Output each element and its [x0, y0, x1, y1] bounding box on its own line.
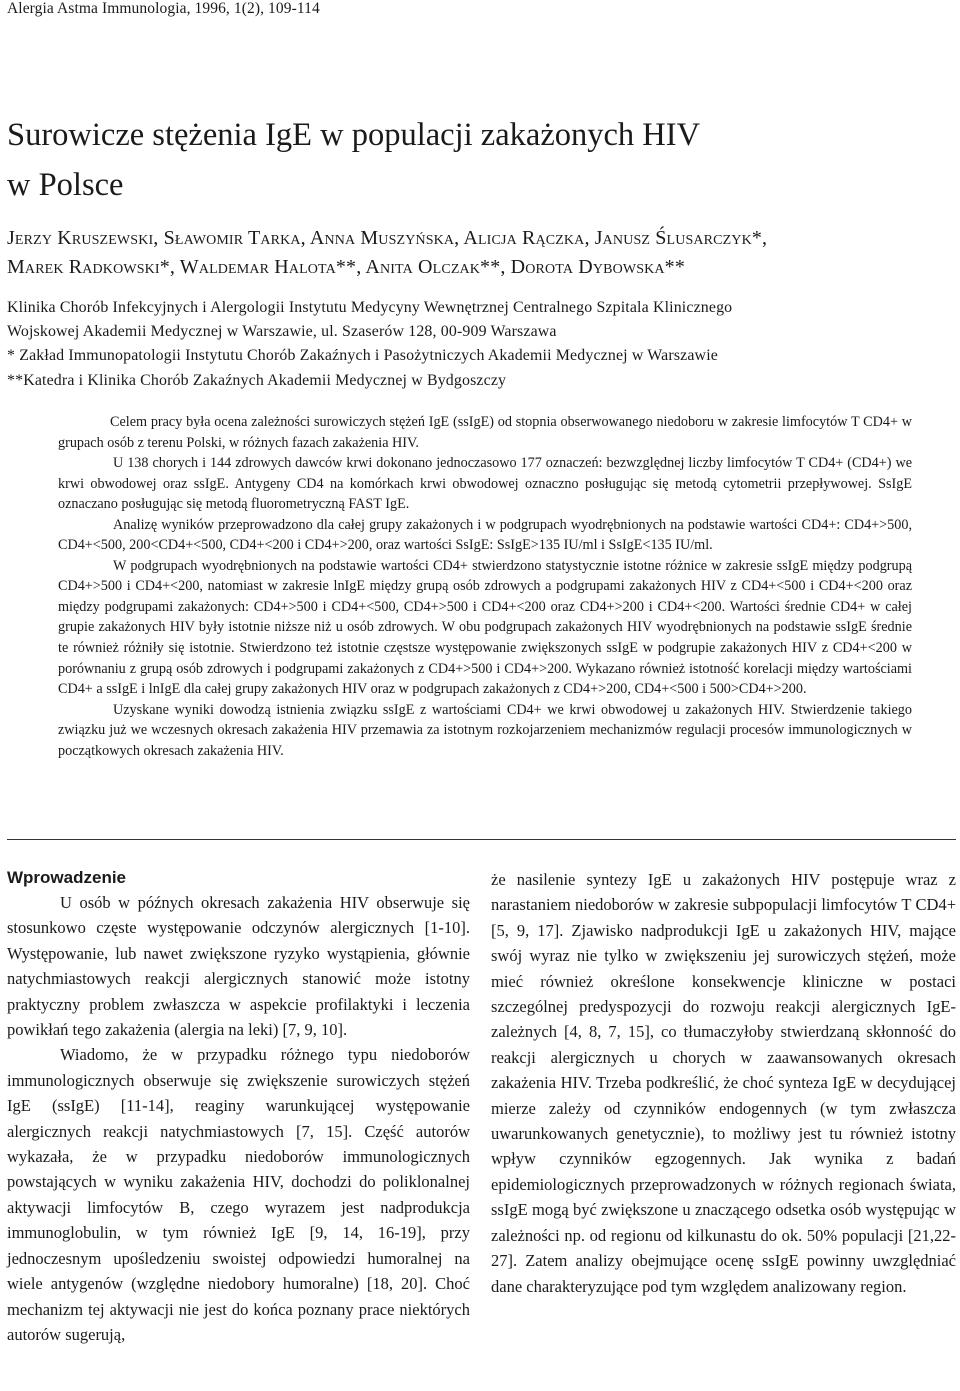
body-paragraph: że nasilenie syntezy IgE u zakażonych HIV postępuje wraz z narastaniem niedoborów w zakresie subpopulacji limfocytów T CD4+ [5, 9, 17]. Zjawisko nadprodukcji IgE u zakażonych HIV, mające swój wyraz nie tylko w zwiększeniu jej surowiczych stężeń, może mieć również określone konsekwencje kliniczne w postaci szczególnej predyspozycji do rozwoju reakcji alergicznych IgE-zależnych [4, 8, 7, 15], co tłumaczyłoby stwierdzaną skłonność do reakcji alergicznych u chorych w zaawansowanych okresach zakażenia HIV. Trzeba podkreślić, że choć synteza IgE w decydującej mierze zależy od czynników endogennych (w tym zwłaszcza uwarunkowanych genetycznie), to możliwy jest tu również istotny wpływ czynników egzogennych. Jak wynika z badań epidemiologicznych przeprowadzonych w różnych regionach świata, ssIgE mogą być zwiększone u znaczącego odsetka osób występując w zależności np. od regionu od kilkunastu do ok. 50% populacji [21,22-27]. Zatem analizy obejmujące ocenę ssIgE powinny uwzględniać dane charakteryzujące pod tym względem analizowany region. — [491, 870, 956, 1296]
body-paragraph: U osób w późnych okresach zakażenia HIV obserwuje się stosunkowo częste występowanie odczynów alergicznych [1-10]. Występowanie, lub nawet zwiększone ryzyko wystąpienia, głównie natychmiastowych reakcji alergicznych stanowić może istotny praktyczny problem zwłaszcza w aspekcie profilaktyki i leczenia powikłań tego zakażenia (alergia na leki) [7, 9, 10]. — [7, 893, 470, 1040]
abstract-paragraph: U 138 chorych i 144 zdrowych dawców krwi dokonano jednoczasowo 177 oznaczeń: bezwzględnej liczby limfocytów T CD4+ (CD4+) we krwi obwodowej oraz ssIgE. Antygeny CD4 na komórkach krwi obwodowej oznaczno posługując się metodą cytometrii przepływowej. SsIgE oznaczano posługując się metodą fluorometryczną FAST IgE. — [58, 455, 912, 513]
section-divider — [7, 839, 956, 840]
affiliation-line: * Zakład Immunopatologii Instytutu Chorób Zakaźnych i Pasożytniczych Akademii Medycznej w Warszawie — [7, 347, 718, 365]
authors-line-2: Marek Radkowski*, Waldemar Halota**, Anita Olczak**, Dorota Dybowska** — [7, 256, 685, 278]
body-paragraph: Wiadomo, że w przypadku różnego typu niedoborów immunologicznych obserwuje się zwiększenie surowiczych stężeń IgE (ssIgE) [11-14], reaginy warunkującej występowanie alergicznych reakcji natychmiastowych [7, 15]. Część autorów wykazała, że w przypadku niedoborów immunologicznych powstających w wyniku zakażenia HIV, dochodzi do poliklonalnej aktywacji limfocytów B, czego wyrazem jest nadprodukcja immunoglobulin, w tym również IgE [9, 14, 16-19], przy jednoczesnym upośledzeniu swoistej odpowiedzi humoralnej na wiele antygenów (względne niedobory humoralne) [18, 20]. Choć mechanizm tej aktywacji nie jest do końca poznany prace niektórych autorów sugerują, — [7, 1045, 470, 1344]
abstract-paragraph: Analizę wyników przeprowadzono dla całej grupy zakażonych i w podgrupach wyodrębnionych na podstawie wartości CD4+: CD4+>500, CD4+<500, 200<CD4+<500, CD4+<200 i CD4+>200, oraz wartości SsIgE: SsIgE>135 IU/ml i SsIgE<135 IU/ml. — [58, 516, 912, 554]
abstract-paragraph: Uzyskane wyniki dowodzą istnienia związku ssIgE z wartościami CD4+ we krwi obwodowej u zakażonych HIV. Stwierdzenie takiego związku już we wczesnych okresach zakażenia HIV przemawia za istotnym rozkojarzeniem mechanizmów regulacji procesów immunologicznych w początkowych okresach zakażenia HIV. — [58, 701, 912, 759]
title-line-2: w Polsce — [7, 167, 124, 203]
affiliation-line: **Katedra i Klinika Chorób Zakaźnych Akademii Medycznej w Bydgoszczy — [7, 371, 507, 389]
body-column-left — [7, 865, 470, 1347]
affiliations — [7, 296, 952, 393]
abstract-paragraph: Celem pracy była ocena zależności surowiczych stężeń IgE (ssIgE) od stopnia obserwowanego niedoboru w zakresie limfocytów T CD4+ w grupach osób z terenu Polski, w różnych fazach zakażenia HIV. — [58, 414, 912, 451]
author-list — [7, 224, 947, 282]
abstract — [58, 412, 912, 761]
title-line-1: Surowicze stężenia IgE w populacji zakażonych HIV — [7, 117, 701, 153]
body-column-right — [491, 867, 956, 1299]
running-head: Alergia Astma Immunologia, 1996, 1(2), 109-114 — [7, 0, 320, 17]
authors-line-1: Jerzy Kruszewski, Sławomir Tarka, Anna Muszyńska, Alicja Rączka, Janusz Ślusarczyk*, — [7, 227, 768, 249]
abstract-paragraph: W podgrupach wyodrębnionych na podstawie wartości CD4+ stwierdzono statystycznie istotne różnice w zakresie ssIgE między podgrupą CD4+>500 i CD4+<200, natomiast w zakresie lnIgE między grupą osób zdrowych a podgrupami zakażonych HIV z CD4+<500 i CD4+<200 oraz między podgrupami zakażonych: CD4+>500 i CD4+<500, CD4+>500 i CD4+<200 oraz CD4+>200 i CD4+<200. Wartości średnie CD4+ w całej grupie zakażonych HIV były istotnie niższe niż u osób zdrowych. W obu podgrupach zakażonych HIV wyodrębnionych na podstawie ssIgE średnie te również różniły się istotnie. Stwierdzono też istotnie częstsze występowanie zwiększonych ssIgE w podgrupie zakażonych HIV z CD4+<200 w porównaniu z grupą osób zdrowych i podgrupami zakażonych z CD4+>500 i CD4+>200. Wykazano również istotność korelacji między wartościami CD4+ a ssIgE i lnIgE dla całej grupy zakażonych HIV oraz w podgrupach zakażonych z CD4+>200, CD4+<500 i 500>CD4+>200. — [58, 557, 912, 698]
affiliation-line: Klinika Chorób Infekcyjnych i Alergologii Instytutu Medycyny Wewnętrznej Centralnego Szpitala Klinicznego — [7, 299, 733, 316]
section-heading: Wprowadzenie — [7, 868, 127, 887]
article-title — [7, 110, 907, 210]
affiliation-line: Wojskowej Akademii Medycznej w Warszawie, ul. Szaserów 128, 00-909 Warszawa — [7, 323, 557, 341]
